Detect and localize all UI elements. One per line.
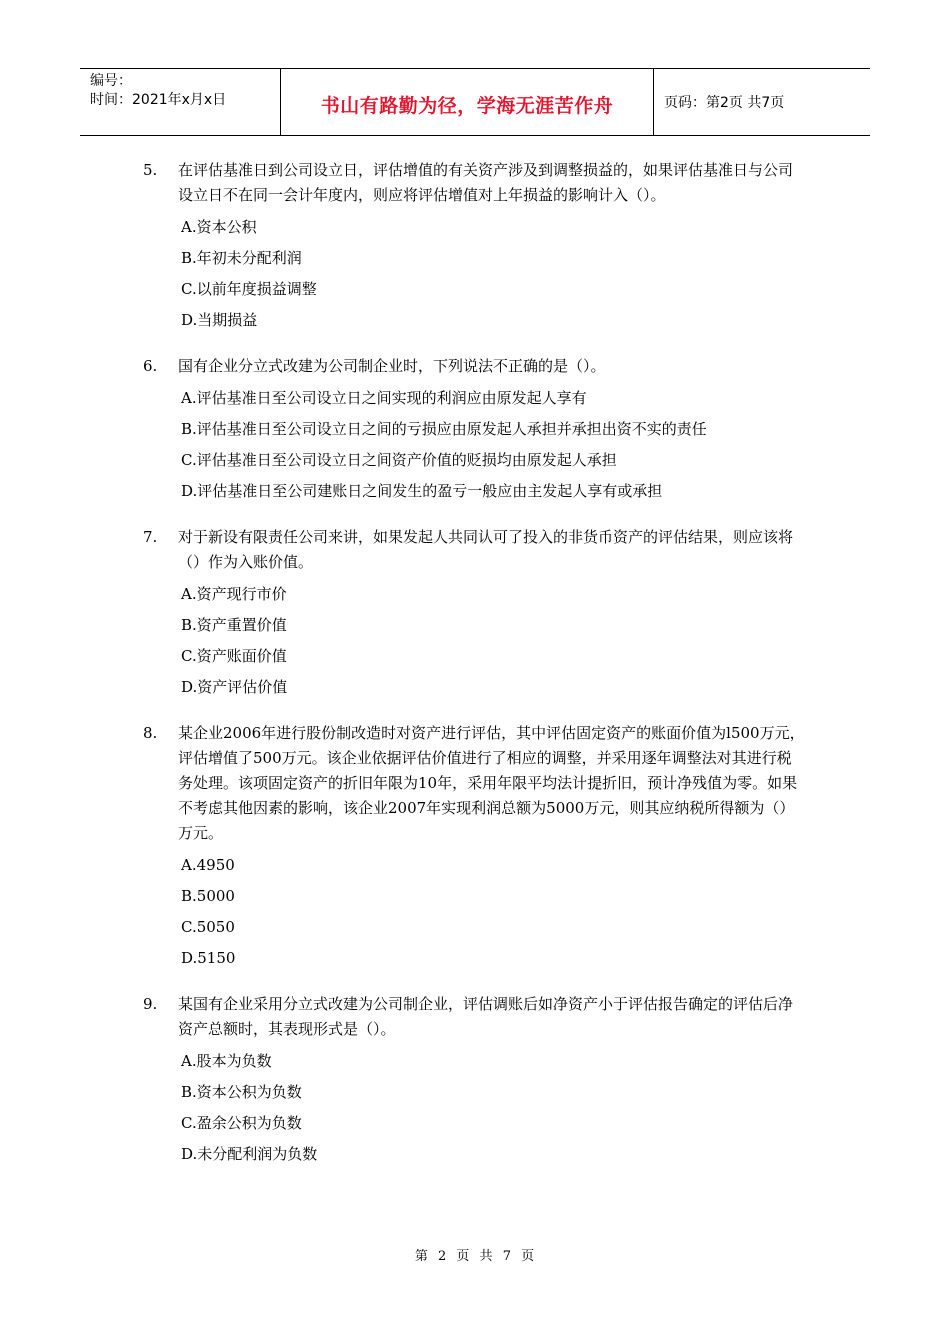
header-motto [281, 69, 654, 135]
header-page-label: 页码：第2页 共7页 [664, 95, 785, 111]
question-number: 7. [143, 528, 158, 546]
page-header [80, 68, 870, 136]
option-list [181, 212, 823, 336]
question-stem [143, 721, 823, 846]
option-a: A.4950 [181, 856, 235, 874]
option-a: A.股本为负数 [181, 1052, 272, 1070]
option-b: B.年初未分配利润 [181, 249, 302, 267]
option-list [181, 1046, 823, 1170]
document-time-label: 时间：2021年x月x日 [90, 92, 227, 108]
question-number: 5. [143, 161, 158, 179]
option-c: C.以前年度损益调整 [181, 280, 317, 298]
question-text: 某企业2006年进行股份制改造时对资产进行评估，其中评估固定资产的账面价值为l500万元，评估增值了500万元。该企业依据评估价值进行了相应的调整，并采用逐年调整法对其进行税务处理。该项固定资产的折旧年限为10年，采用年限平均法计提折旧，预计净残值为零。如果不考虑其他因素的影响，该企业2007年实现利润总额为5000万元，则其应纳税所得额为（）万元。 [178, 724, 805, 842]
option-d: D.5150 [181, 949, 236, 967]
question-stem [143, 525, 823, 575]
question-item [143, 992, 823, 1170]
question-item [143, 525, 823, 703]
option-d: D.未分配利润为负数 [181, 1145, 318, 1163]
footer-page-number: 第 2 页 共 7 页 [414, 1249, 536, 1264]
question-number: 6. [143, 357, 158, 375]
motto-text: 书山有路勤为径，学海无涯苦作舟 [320, 94, 614, 117]
question-stem [143, 158, 823, 208]
option-a: A.资本公积 [181, 218, 257, 236]
option-d: D.当期损益 [181, 311, 258, 329]
question-item [143, 158, 823, 336]
option-b: B.评估基准日至公司设立日之间的亏损应由原发起人承担并承担出资不实的责任 [181, 420, 707, 438]
question-number: 9. [143, 995, 158, 1013]
option-list [181, 850, 823, 974]
question-number: 8. [143, 724, 158, 742]
header-page-info [654, 69, 870, 135]
document-number-label: 编号： [90, 73, 132, 89]
question-list [143, 158, 823, 1188]
page-footer [0, 1245, 950, 1264]
option-list [181, 579, 823, 703]
option-b: B.资产重置价值 [181, 616, 287, 634]
question-stem [143, 992, 823, 1042]
question-text: 对于新设有限责任公司来讲，如果发起人共同认可了投入的非货币资产的评估结果，则应该将（）作为入账价值。 [178, 528, 794, 571]
question-text: 在评估基准日到公司设立日，评估增值的有关资产涉及到调整损益的，如果评估基准日与公司设立日不在同一会计年度内，则应将评估增值对上年损益的影响计入（）。 [178, 161, 794, 204]
option-list [181, 383, 823, 507]
option-c: C.评估基准日至公司设立日之间资产价值的贬损均由原发起人承担 [181, 451, 617, 469]
option-d: D.评估基准日至公司建账日之间发生的盈亏一般应由主发起人享有或承担 [181, 482, 663, 500]
option-d: D.资产评估价值 [181, 678, 288, 696]
option-b: B.资本公积为负数 [181, 1083, 302, 1101]
question-item [143, 721, 823, 974]
option-b: B.5000 [181, 887, 235, 905]
option-a: A.评估基准日至公司设立日之间实现的利润应由原发起人享有 [181, 389, 587, 407]
question-stem [143, 354, 823, 379]
option-a: A.资产现行市价 [181, 585, 287, 603]
header-meta [80, 69, 281, 135]
question-item [143, 354, 823, 507]
option-c: C.资产账面价值 [181, 647, 287, 665]
question-text: 国有企业分立式改建为公司制企业时，下列说法不正确的是（）。 [178, 357, 606, 375]
question-text: 某国有企业采用分立式改建为公司制企业，评估调账后如净资产小于评估报告确定的评估后净资产总额时，其表现形式是（）。 [178, 995, 794, 1038]
option-c: C.5050 [181, 918, 235, 936]
option-c: C.盈余公积为负数 [181, 1114, 302, 1132]
